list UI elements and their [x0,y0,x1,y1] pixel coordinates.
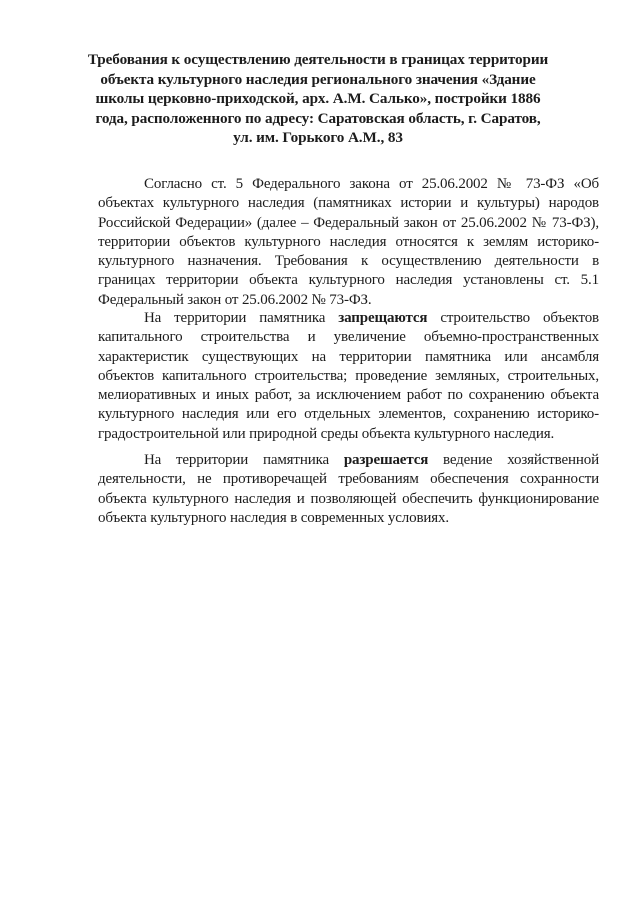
paragraph-permissions [98,451,599,528]
paragraph-prohibitions-rest: строительство объектов капитального строительства и увеличение объемно-пространственных характеристик существующих на территории памятника или ансамбля объектов капитального строительства; проведение земляных, строительных, мелиоративных и иных работ, за исключением работ по сохранению объекта культурного наследия или его отдельных элементов, сохранению историко-градостроительной или природной среды объекта культурного наследия. [98,310,599,442]
prohibited-keyword: запрещаются [338,310,428,326]
paragraph-prohibitions [98,309,599,444]
paragraph-legal-basis: Согласно ст. 5 Федерального закона от 25.06.2002 № 73-ФЗ «Об объектах культурного наследия (памятниках истории и культуры) народов Российской Федерации» (далее – Федеральный закон от 25.06.2002 № 73-ФЗ), территории объектов культурного наследия относятся к землям историко-культурного назначения. Требования к осуществлению деятельности в границах территории объекта культурного наследия установлены ст. 5.1 Федеральный закон от 25.06.2002 № 73-ФЗ. [98,176,599,308]
permitted-keyword: разрешается [343,452,429,468]
paragraph-prohibitions-start: На территории памятника [144,310,339,326]
paragraph-permissions-rest: ведение хозяйственной деятельности, не противоречащей требованиям обеспечения сохранности объекта культурного наследия и позволяющей обеспечить функционирование объекта культурного наследия в современных условиях. [98,452,600,526]
document-title: Требования к осуществлению деятельности в границах территории объекта культурного наследия регионального значения «Здание школы церковно-приходской, арх. А.М. Салько», постройки 1886 года, расположенного по адресу: Саратовская область, г. Саратов, ул. им. Горького А.М., 83 [87,51,549,146]
paragraph-permissions-start: На территории памятника [144,452,344,468]
